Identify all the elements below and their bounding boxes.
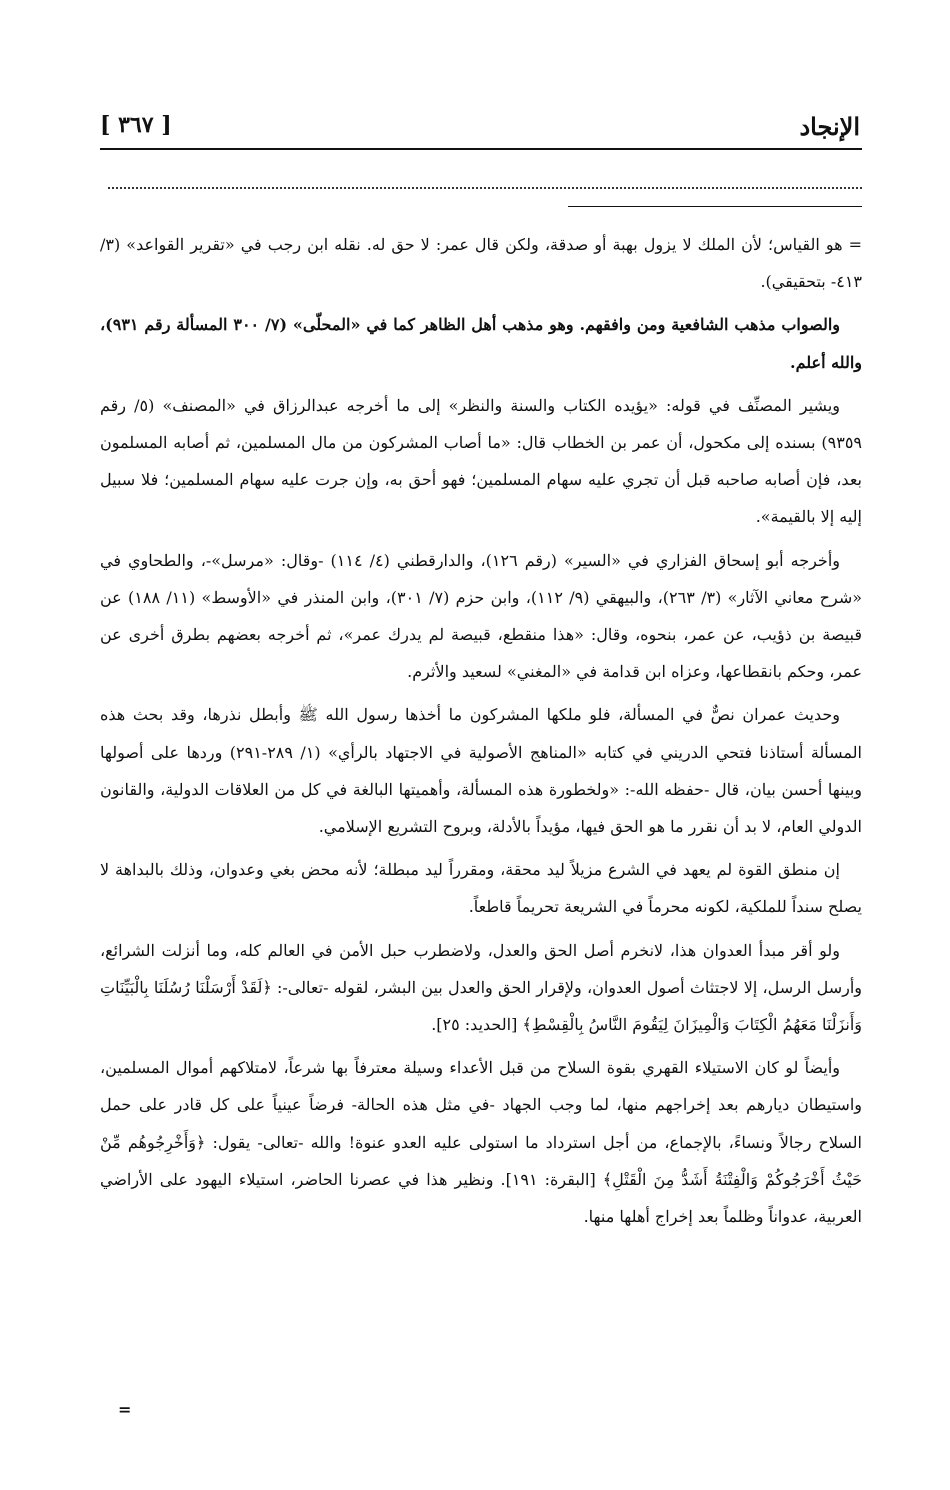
paragraph-3: ويشير المصنِّف في قوله: «يؤيده الكتاب والسنة والنظر» إلى ما أخرجه عبدالرزاق في «المصنف» (٥/ رقم ٩٣٥٩) بسنده إلى مكحول، أن عمر بن الخطاب قال: «ما أصاب المشركون من مال المسلمين، ثم أصابه المسلمون بعد، فإن أصابه صاحبه قبل أن تجري عليه سهام المسلمين؛ فهو أحق به، وإن جرت عليه سهام المسلمين؛ فلا سبيل إليه إلا بالقيمة». bbox=[100, 395, 863, 527]
paragraph-4: وأخرجه أبو إسحاق الفزاري في «السير» (رقم ١٢٦)، والدارقطني (٤/ ١١٤) -وقال: «مرسل»-، والطحاوي في «شرح معاني الآثار» (٣/ ٢٦٣)، والبيهقي (٩/ ١١٢)، وابن حزم (٧/ ٣٠١)، وابن المنذر في «الأوسط» (١١/ ١٨٨) عن قبيصة بن ذؤيب، عن عمر، بنحوه، وقال: «هذا منقطع، قبيصة لم يدرك عمر»، ثم أخرجه بعضهم بطرق أخرى عن عمر، وحكم بانقطاعها، وعزاه ابن قدامة في «المغني» لسعيد والأثرم. bbox=[100, 550, 863, 682]
dotted-separator bbox=[108, 187, 862, 189]
paragraph-5: وحديث عمران نصٌّ في المسألة، فلو ملكها المشركون ما أخذها رسول الله ﷺ وأبطل نذرها، وقد بحث هذه المسألة أستاذنا فتحي الدريني في كتابه «المناهج الأصولية في الاجتهاد بالرأي» (١/ ٢٨٩-٢٩١) وردها على أصولها وبينها أحسن بيان، قال -حفظه الله-: «ولخطورة هذه المسألة، وأهميتها البالغة في كل من العلاقات الدولية، والقانون الدولي العام، لا بد أن نقرر ما هو الحق فيها، مؤيداً بالأدلة، وبروح التشريع الإسلامي. bbox=[100, 705, 863, 837]
paragraph-6: إن منطق القوة لم يعهد في الشرع مزيلاً ليد محقة، ومقرراً ليد مبطلة؛ لأنه محض بغي وعدوان، وذلك بالبداهة لا يصلح سنداً للملكية، لكونه محرماً في الشريعة تحريماً قاطعاً. bbox=[100, 860, 862, 917]
continuation-mark: = bbox=[118, 1400, 132, 1419]
paragraph-2: والصواب مذهب الشافعية ومن وافقهم. وهو مذهب أهل الظاهر كما في «المحلّى» (٧/ ٣٠٠ المسألة رقم ٩٣١)، والله أعلم. bbox=[100, 315, 862, 372]
page-number: [ ٣٦٧ ] bbox=[100, 112, 172, 138]
page-header bbox=[100, 104, 860, 148]
paragraph-1: = هو القياس؛ لأن الملك لا يزول بهبة أو صدقة، ولكن قال عمر: لا حق له. نقله ابن رجب في «تقرير القواعد» (٣/ ٤١٣- بتحقيقي). bbox=[100, 235, 862, 292]
footnote-body bbox=[100, 226, 862, 1235]
running-title: الإنجاد bbox=[799, 112, 860, 141]
footnote-rule bbox=[568, 206, 862, 207]
paragraph-8: وأيضاً لو كان الاستيلاء القهري بقوة السلاح من قبل الأعداء وسيلة معترفاً بها شرعاً، لامتلاكهم أموال المسلمين، واستيطان ديارهم بعد إخراجهم منها، لما وجب الجهاد -في مثل هذه الحالة- فرضاً عينياً على كل قادر على حمل السلاح رجالاً ونساءً، بالإجماع، من أجل استرداد ما استولى عليه العدو عنوة! والله -تعالى- يقول: ﴿وَأَخْرِجُوهُم مِّنْ حَيْثُ أَخْرَجُوكُمْ وَالْفِتْنَةُ أَشَدُّ مِنَ الْقَتْلِ﴾ [البقرة: ١٩١]. ونظير هذا في عصرنا الحاضر، استيلاء اليهود على الأراضي العربية، عدواناً وظلماً بعد إخراج أهلها منها. bbox=[100, 1058, 863, 1227]
header-rule bbox=[100, 148, 862, 150]
paragraph-7: ولو أقر مبدأ العدوان هذا، لانخرم أصل الحق والعدل، ولاضطرب حبل الأمن في العالم كله، وما أنزلت الشرائع، وأرسل الرسل، إلا لاجتثاث أصول العدوان، ولإقرار الحق والعدل بين البشر، لقوله -تعالى-: ﴿لَقَدْ أَرْسَلْنَا رُسُلَنَا بِالْبَيِّنَاتِ وَأَنزَلْنَا مَعَهُمُ الْكِتَابَ وَالْمِيزَانَ لِيَقُومَ النَّاسُ بِالْقِسْطِ﴾ [الحديد: ٢٥]. bbox=[100, 940, 862, 1035]
